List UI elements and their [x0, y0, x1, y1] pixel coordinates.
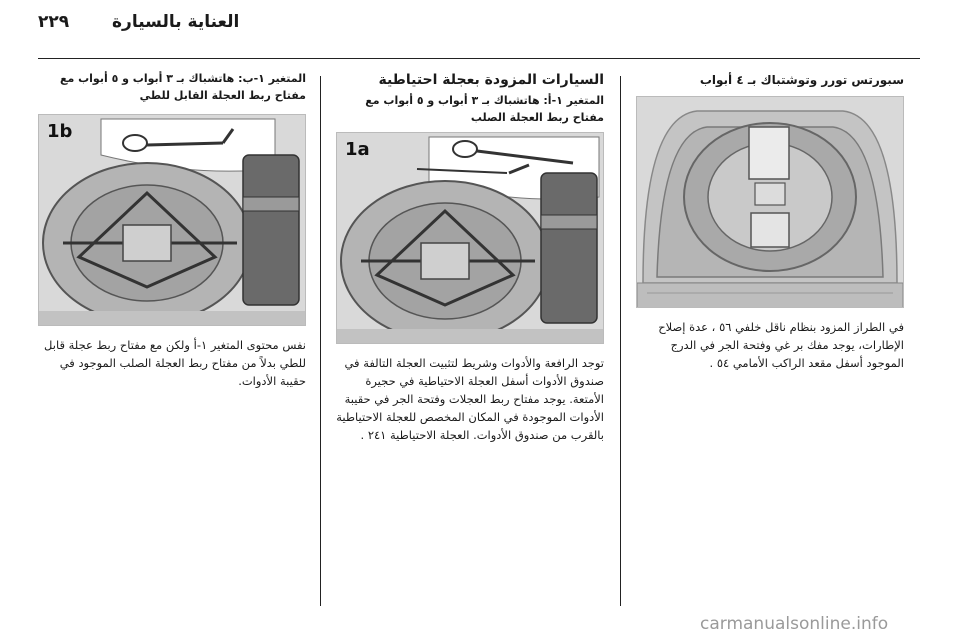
trunk-illustration [637, 97, 903, 308]
page-header [0, 0, 960, 62]
figure-label: 1a [345, 139, 370, 160]
column-right [636, 70, 904, 372]
column-body: نفس محتوى المتغير ١-أ ولكن مع مفتاح ربط عجلة قابل للطي بدلاً من مفتاح ربط العجلة الصلب الموجود في حقيبة الأدوات. [44, 338, 306, 388]
figure-1a [336, 132, 604, 344]
jack-and-tools-illustration [337, 133, 603, 344]
variant-subheading: المتغير ١-ب: هاتشباك بـ ٣ أبواب و ٥ أبواب مع مفتاح ربط العجلة القابل للطي [59, 72, 306, 102]
variant-subheading: المتغير ١-أ: هاتشباك بـ ٣ أبواب و ٥ أبواب مع مفتاح ربط العجلة الصلب [365, 94, 604, 124]
folding-wrench-illustration [39, 115, 305, 326]
column-left [38, 70, 306, 390]
watermark: carmanualsonline.info [700, 614, 889, 634]
column-body: توجد الرافعة والأدوات وشريط لتثبيت العجلة التالفة في صندوق الأدوات أسفل العجلة الاحتياطية في حجيرة الأمتعة. يوجد مفتاح ربط العجلات وفتحة الجر في حقيبة الأدوات الموجودة في المكان المخصص للعجلة الاحتياطية بالقرب من صندوق الأدوات. العجلة الاحتياطية ٢٤١ . [336, 356, 604, 442]
figure-label: 1b [47, 121, 73, 142]
section-title: السيارات المزودة بعجلة احتياطية [378, 72, 604, 88]
page-number: ٢٢٩ [38, 12, 70, 32]
column-heading: سبورتس تورر وتوشتباك بـ ٤ أبواب [699, 73, 904, 87]
column-middle [336, 70, 604, 444]
column-divider [320, 76, 321, 606]
header-divider [38, 58, 920, 59]
page-title: العناية بالسيارة [112, 12, 240, 32]
figure-1b [38, 114, 306, 326]
column-divider [620, 76, 621, 606]
column-body: في الطراز المزود بنظام ناقل خلفي ٥٦ ، عدة إصلاح الإطارات، يوجد مفك بر غي وفتحة الجر في الدرج الموجود أسفل مقعد الراكب الأمامي ٥٤ . [658, 320, 904, 370]
trunk-figure [636, 96, 904, 308]
